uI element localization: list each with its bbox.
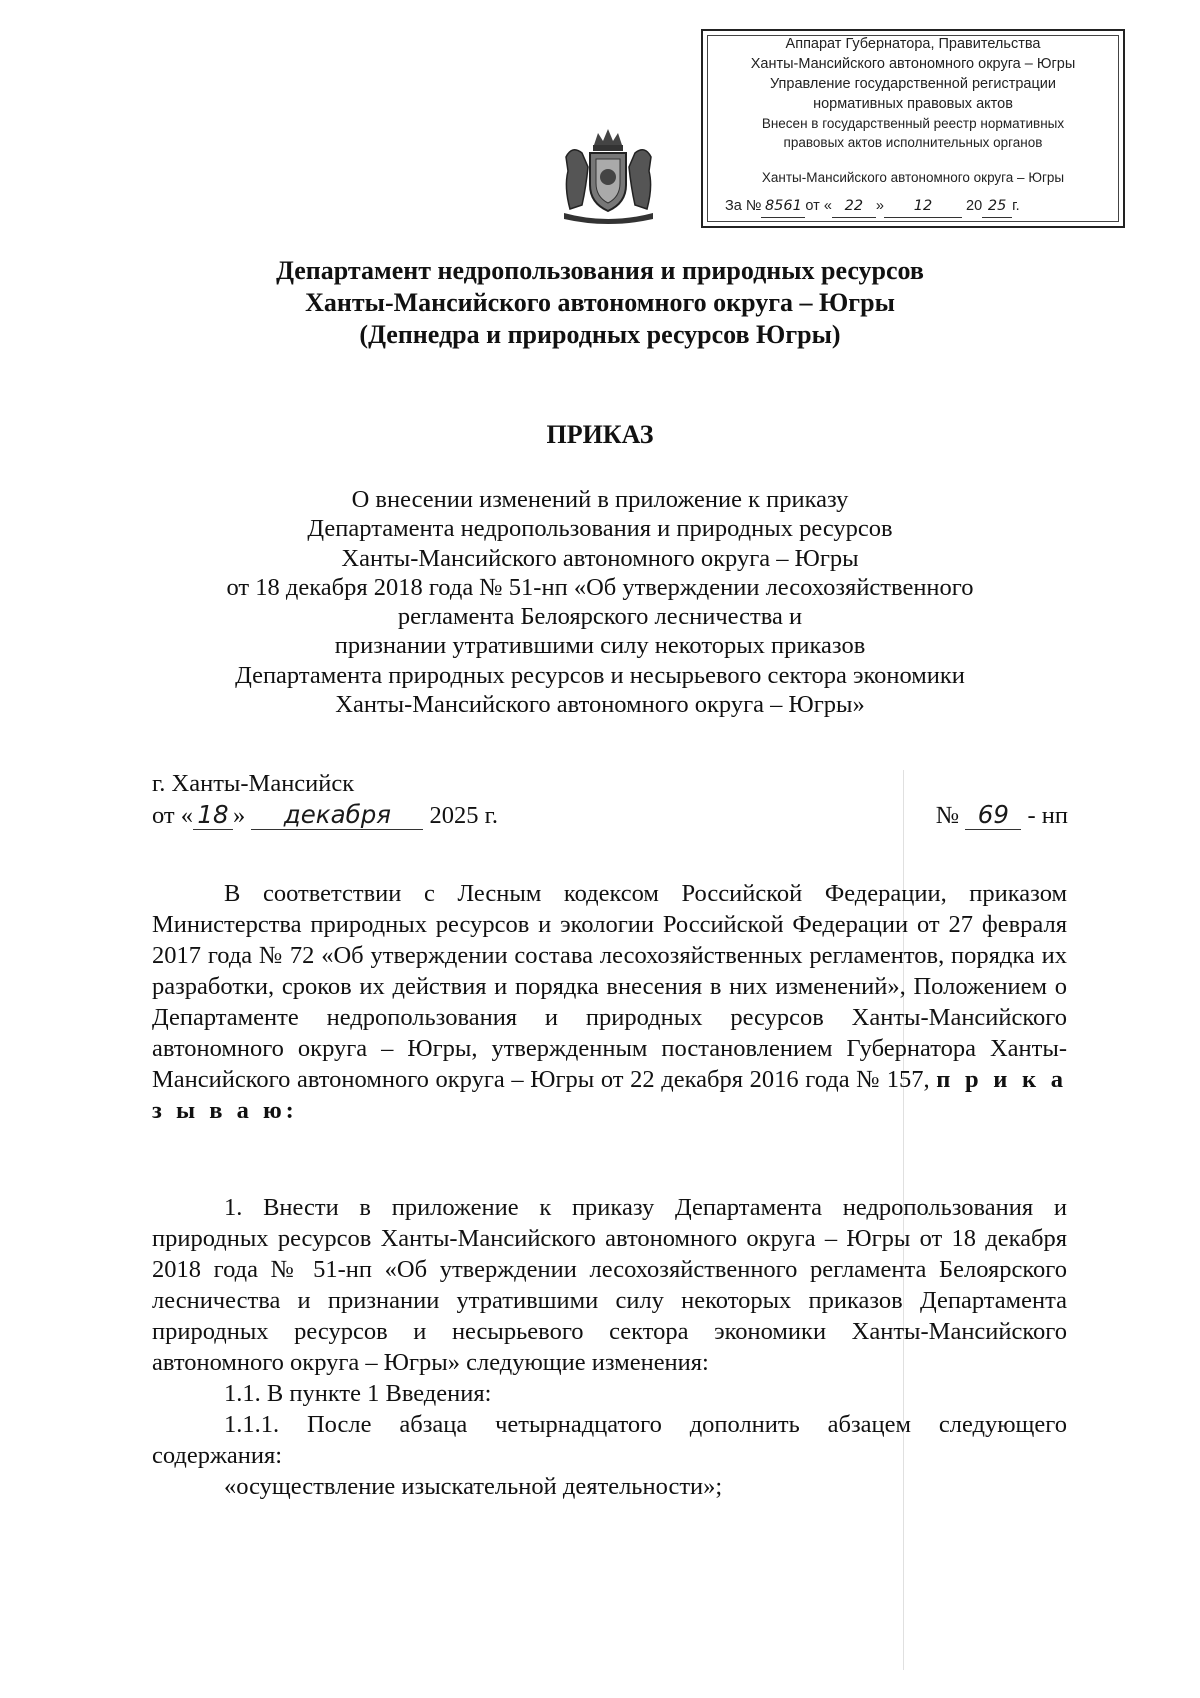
preamble-text: В соответствии с Лесным кодексом Российской Федерации, приказом Министерства природных ресурсов и экологии Российской Федерации от 27 февраля 2017 года № 72 «Об утверждении состава лесохозяйственных регламентов, порядка их разработки, сроков их действия и порядка внесения в них изменений», Положением о Департаменте недропользования и природных ресурсов Ханты-Мансийского автономного округа – Югры, утвержденным постановлением Губернатора Ханты-Мансийского автономного округа – Югры от 22 декабря 2016 года № 157,	[152, 880, 1067, 1093]
document-type-title: ПРИКАЗ	[546, 420, 654, 449]
department-header	[0, 255, 1200, 351]
stamp-reg-prefix: За №	[725, 198, 762, 214]
stamp-line: Внесен в государственный реестр нормативных	[761, 116, 1065, 131]
number-suffix: - нп	[1027, 802, 1068, 829]
date-prefix: от «	[152, 802, 194, 829]
subject-line: признании утратившими силу некоторых приказов	[334, 632, 866, 660]
number-prefix: №	[935, 802, 960, 829]
order-subject	[0, 485, 1200, 719]
stamp-reg-from: от «	[805, 198, 832, 214]
department-name-line: Департамент недропользования и природных ресурсов	[276, 256, 924, 285]
item-1-1-text: 1.1. В пункте 1 Введения:	[224, 1380, 492, 1407]
stamp-line: Ханты-Мансийского автономного округа – Югры	[750, 56, 1076, 72]
stamp-line: Ханты-Мансийского автономного округа – Югры	[761, 170, 1065, 185]
stamp-line: правовых актов исполнительных органов	[783, 135, 1043, 150]
stamp-reg-day: 22	[832, 195, 876, 218]
stamp-reg-suffix: г.	[1012, 198, 1020, 214]
stamp-registry-note	[703, 114, 1123, 152]
quoted-addition: «осуществление изыскательной деятельности»;	[224, 1473, 723, 1500]
order-date	[152, 800, 498, 830]
stamp-line: Управление государственной регистрации	[769, 76, 1057, 92]
order-number	[936, 800, 1068, 830]
scan-fold-line	[903, 770, 904, 1670]
stamp-line: Аппарат Губернатора, Правительства	[785, 36, 1041, 52]
stamp-region	[703, 168, 1123, 187]
stamp-reg-mid: »	[875, 198, 884, 214]
date-month: декабря	[251, 800, 423, 830]
date-mid: »	[233, 802, 246, 829]
date-year: 2025 г.	[429, 802, 499, 829]
registration-stamp	[701, 29, 1125, 228]
item-1-paragraph	[152, 1192, 1067, 1502]
stamp-header	[703, 34, 1123, 114]
item-1-text: 1. Внести в приложение к приказу Департамента недропользования и природных ресурсов Ханты-Мансийского автономного округа – Югры от 18 декабря 2018 года № 51-нп «Об утверждении лесохозяйственного регламента Белоярского лесничества и признании утратившими силу некоторых приказов Департамента природных ресурсов и несырьевого сектора экономики Ханты-Мансийского автономного округа – Югры» следующие изменения:	[152, 1194, 1067, 1376]
stamp-line: нормативных правовых актов	[813, 96, 1013, 112]
coat-of-arms-icon	[556, 127, 661, 227]
subject-line: Ханты-Мансийского автономного округа – Югры»	[335, 691, 865, 719]
number-value: 69	[965, 800, 1021, 830]
stamp-reg-year: 25	[982, 195, 1012, 218]
department-short-name: (Депнедра и природных ресурсов Югры)	[359, 320, 841, 349]
subject-line: Ханты-Мансийского автономного округа – Югры	[341, 544, 859, 572]
subject-line: О внесении изменений в приложение к приказу	[351, 486, 849, 513]
subject-line: регламента Белоярского лесничества и	[397, 603, 803, 631]
city-name: г. Ханты-Мансийск	[152, 770, 355, 797]
order-directive: п р и к а з ы в а ю:	[152, 1066, 1068, 1124]
subject-line: Департамента недропользования и природных ресурсов	[307, 515, 893, 543]
date-day: 18	[193, 800, 233, 830]
stamp-reg-month: 12	[884, 195, 962, 218]
stamp-reg-number: 8561	[761, 195, 805, 218]
stamp-registration-line	[725, 195, 1113, 218]
subject-line: Департамента природных ресурсов и несырьевого сектора экономики	[235, 661, 965, 689]
subject-line: от 18 декабря 2018 года № 51-нп «Об утверждении лесохозяйственного	[226, 573, 974, 601]
preamble-paragraph	[152, 878, 1067, 1126]
stamp-reg-year-prefix: 20	[966, 198, 983, 214]
item-1-1-1-text: 1.1.1. После абзаца четырнадцатого дополнить абзацем следующего содержания:	[152, 1411, 1067, 1469]
department-name-line: Ханты-Мансийского автономного округа – Югры	[305, 288, 895, 317]
